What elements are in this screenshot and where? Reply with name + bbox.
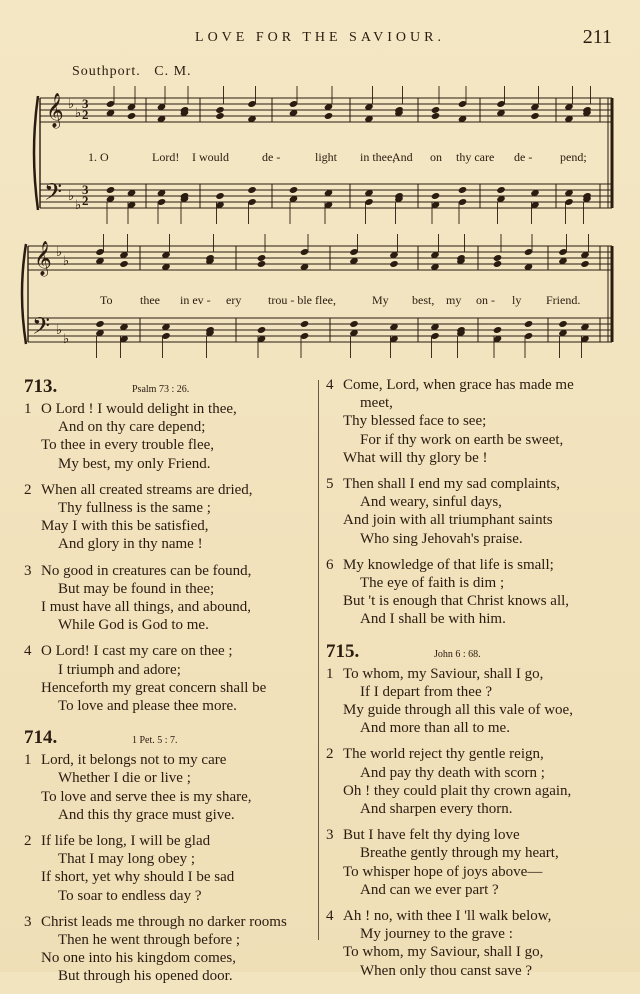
verse-number: 6 (326, 556, 334, 573)
lyric-syllable: 1. O (88, 150, 109, 164)
verse-number: 3 (24, 562, 32, 579)
stanza-first-line (326, 826, 626, 844)
verse-number: 4 (24, 643, 32, 660)
stanza-line: To whom, my Saviour, shall I go, (343, 944, 544, 961)
stanza-line: And on thy care depend; (58, 419, 206, 436)
system-2-note-icon (257, 326, 266, 334)
system-1-time-signature: 2 (82, 107, 89, 122)
stanza-first-line (24, 832, 314, 850)
line-text: Then shall I end my sad complaints, (343, 476, 561, 493)
system-2-note-icon (558, 320, 567, 328)
tune-meter: C. M. (154, 64, 192, 79)
system-2-note-icon (493, 254, 502, 262)
stanza-line: No one into his kingdom comes, (41, 950, 236, 967)
stanza (24, 400, 314, 473)
stanza (326, 556, 626, 629)
stanza-line: To whisper hope of joys above— (343, 863, 543, 880)
stanza-first-line (326, 665, 626, 683)
system-1-note-icon (431, 192, 440, 200)
lyric-syllable: ery (226, 293, 242, 307)
system-1-time-signature: 2 (82, 193, 89, 208)
line-text: My knowledge of that life is small; (343, 556, 554, 573)
system-1-flat-icon: ♭ (68, 188, 75, 203)
stanza-line: To love and serve thee is my share, (41, 788, 252, 805)
system-1-note-icon (458, 186, 467, 194)
verse-number: 2 (24, 481, 32, 498)
lyric-syllable: light (315, 150, 338, 164)
stanza-line: I triumph and adore; (58, 661, 181, 678)
tune-name: Southport. (72, 64, 141, 79)
stanza-first-line (24, 562, 314, 580)
system-2-note-icon (493, 260, 502, 268)
stanza-line: Whether I die or live ; (58, 770, 191, 787)
stanza-line: And I shall be with him. (360, 611, 506, 628)
stanza-line: If short, yet why should I be sad (41, 869, 235, 886)
hymn-heading (24, 376, 314, 398)
music-score (0, 0, 640, 372)
scripture-reference: John 6 : 68. (434, 648, 481, 660)
running-head: LOVE FOR THE SAVIOUR. (195, 30, 445, 45)
stanza-first-line (326, 907, 626, 925)
system-1-note-icon (324, 112, 333, 120)
line-text: Christ leads me through no darker rooms (41, 913, 287, 930)
stanza-line: If I depart from thee ? (360, 683, 493, 700)
verse-number: 2 (24, 833, 32, 850)
line-text: If life be long, I will be glad (41, 833, 211, 850)
lyric-syllable: Lord! (152, 150, 180, 164)
system-2-note-icon (493, 326, 502, 334)
stanza-first-line (326, 475, 626, 493)
hymn-heading (24, 727, 314, 749)
stanza-line: Then he went through before ; (58, 932, 241, 949)
lyric-syllable: I would (192, 150, 229, 164)
lyric-syllable: best, (412, 293, 435, 307)
lyric-syllable: in ev - (180, 293, 211, 307)
stanza-line: But through his opened door. (58, 968, 233, 985)
stanza (326, 665, 626, 738)
hymn-number: 713. (24, 376, 58, 397)
system-1-note-icon (496, 186, 505, 194)
system-1-flat-icon: ♭ (75, 197, 82, 212)
stanza-first-line (24, 400, 314, 418)
system-2-flat-icon: ♭ (56, 322, 63, 337)
system-2-note-icon (389, 260, 398, 268)
lyric-syllable: thee (140, 293, 160, 307)
stanza (24, 481, 314, 554)
stanza-line: My best, my only Friend. (58, 455, 211, 472)
line-text: Come, Lord, when grace has made me (343, 377, 574, 393)
stanza-line: And weary, sinful days, (360, 494, 502, 511)
line-text: To whom, my Saviour, shall I go, (343, 665, 544, 682)
right-column (326, 376, 626, 988)
system-1-flat-icon: ♭ (68, 96, 75, 111)
system-1-note-icon (127, 112, 136, 120)
system-2-note-icon (119, 260, 128, 268)
stanza (326, 376, 626, 467)
stanza-first-line (24, 751, 314, 769)
stanza-line: And can we ever part ? (360, 881, 499, 898)
lyric-syllable: ly (512, 293, 522, 307)
system-2-note-icon (257, 254, 266, 262)
lyric-syllable: My (372, 293, 389, 307)
lyric-syllable: To (100, 293, 113, 307)
system-2-flat-icon: ♭ (63, 331, 70, 346)
stanza-line: To soar to endless day ? (58, 887, 202, 904)
lyric-syllable: pend; (560, 150, 587, 164)
line-text: When all created streams are dried, (41, 481, 253, 498)
stanza-first-line (24, 481, 314, 499)
system-1-note-icon (431, 112, 440, 120)
system-2-note-icon (300, 320, 309, 328)
scripture-reference: Psalm 73 : 26. (132, 384, 190, 395)
system-1-brace (34, 96, 38, 210)
line-text: Ah ! no, with thee I 'll walk below, (343, 908, 552, 925)
system-1-treble-clef-icon: 𝄞 (46, 93, 64, 128)
lyric-syllable: trou - ble flee, (268, 293, 336, 307)
stanza (24, 642, 314, 715)
lyric-syllable: de - (514, 150, 533, 164)
scripture-reference: 1 Pet. 5 : 7. (132, 735, 178, 747)
lyric-syllable: in thee, (360, 150, 396, 164)
system-1-time-signature: 3 (82, 182, 89, 197)
verse-number: 1 (24, 401, 32, 417)
stanza (326, 745, 626, 818)
verse-number: 5 (326, 476, 334, 493)
line-text: But I have felt thy dying love (343, 827, 520, 844)
stanza (326, 475, 626, 548)
lyric-syllable: on (430, 150, 442, 164)
stanza (24, 751, 314, 824)
system-1-note-icon (431, 106, 440, 114)
line-text: No good in creatures can be found, (41, 562, 252, 579)
lyric-syllable: And (392, 150, 413, 164)
stanza-line: Henceforth my great concern shall be (41, 679, 267, 696)
system-1-note-icon (530, 112, 539, 120)
system-2-brace (22, 244, 26, 344)
stanza (326, 826, 626, 899)
system-2-note-icon (257, 260, 266, 268)
stanza-line: To thee in every trouble flee, (41, 437, 215, 454)
stanza-line: When only thou canst save ? (360, 962, 533, 979)
system-2-flat-icon: ♭ (63, 253, 70, 268)
stanza-line: Thy blessed face to see; (343, 413, 487, 430)
system-1-note-icon (215, 106, 224, 114)
system-2-bass-clef-icon: 𝄢 (32, 312, 51, 345)
stanza-line: My guide through all this vale of woe, (343, 702, 573, 719)
lyric-syllable: thy care (456, 150, 495, 164)
stanza-line: Breathe gently through my heart, (360, 845, 559, 862)
line-text: O Lord ! I would delight in thee, (41, 401, 237, 417)
system-1-time-signature: 3 (82, 96, 89, 111)
stanza-line: Who sing Jehovah's praise. (360, 530, 523, 547)
left-column (24, 376, 314, 994)
stanza-first-line (24, 642, 314, 660)
stanza-line: My journey to the grave : (360, 926, 513, 943)
line-text: The world reject thy gentle reign, (343, 746, 544, 763)
stanza (24, 832, 314, 905)
stanza (326, 907, 626, 980)
stanza-line: While God is God to me. (58, 617, 209, 634)
verse-number: 3 (326, 827, 334, 844)
column-divider (318, 380, 319, 940)
lyric-syllable: on - (476, 293, 495, 307)
stanza-line: That I may long obey ; (58, 851, 196, 868)
line-text: Lord, it belongs not to my care (41, 752, 227, 769)
stanza-line: And pay thy death with scorn ; (360, 764, 545, 781)
system-1-note-icon (215, 192, 224, 200)
verse-number: 4 (326, 377, 334, 393)
hymn-number: 715. (326, 640, 360, 662)
stanza-line: meet, (360, 395, 393, 412)
stanza-line: The eye of faith is dim ; (360, 575, 505, 592)
stanza-first-line (326, 556, 626, 574)
system-2-note-icon (580, 260, 589, 268)
lyric-syllable: de - (262, 150, 281, 164)
system-1-note-icon (247, 186, 256, 194)
stanza-line: And this thy grace must give. (58, 806, 235, 823)
stanza-line: And sharpen every thorn. (360, 801, 513, 818)
stanza-line: What will thy glory be ! (343, 449, 488, 466)
stanza-line: And join with all triumphant saints (343, 512, 553, 529)
stanza (24, 913, 314, 986)
lyric-syllable: Friend. (546, 293, 581, 307)
verse-number: 4 (326, 908, 334, 925)
system-2-treble-clef-icon: 𝄞 (34, 241, 52, 276)
stanza-line: And glory in thy name ! (58, 536, 203, 553)
verse-number: 2 (326, 746, 334, 763)
system-2-note-icon (524, 320, 533, 328)
stanza-line: But 't is enough that Christ knows all, (343, 593, 570, 610)
hymn-number: 714. (24, 727, 58, 749)
stanza-line: For if thy work on earth be sweet, (360, 431, 564, 448)
verse-number: 1 (24, 752, 32, 769)
system-2-note-icon (349, 320, 358, 328)
stanza-line: And more than all to me. (360, 720, 510, 737)
stanza-first-line (326, 745, 626, 763)
line-text: O Lord! I cast my care on thee ; (41, 643, 233, 660)
system-2-flat-icon: ♭ (56, 244, 63, 259)
stanza-line: Oh ! they could plait thy crown again, (343, 782, 572, 799)
stanza-first-line (24, 913, 314, 931)
stanza (24, 562, 314, 635)
verse-number: 3 (24, 913, 32, 930)
lyric-syllable: my (446, 293, 462, 307)
stanza-line: To love and please thee more. (58, 698, 237, 715)
system-1-note-icon (215, 112, 224, 120)
system-1-flat-icon: ♭ (75, 105, 82, 120)
stanza-line: But may be found in thee; (58, 580, 215, 597)
system-1-note-icon (289, 186, 298, 194)
stanza-first-line (326, 376, 626, 394)
page-number: 211 (582, 26, 612, 48)
stanza-line: May I with this be satisfied, (41, 518, 209, 535)
verse-number: 1 (326, 665, 334, 682)
system-1-bass-clef-icon: 𝄢 (44, 178, 63, 211)
stanza-line: Thy fullness is the same ; (58, 500, 211, 517)
system-1-note-icon (106, 186, 115, 194)
hymn-heading (326, 641, 626, 663)
stanza-line: I must have all things, and abound, (41, 599, 251, 616)
system-2-note-icon (95, 320, 104, 328)
